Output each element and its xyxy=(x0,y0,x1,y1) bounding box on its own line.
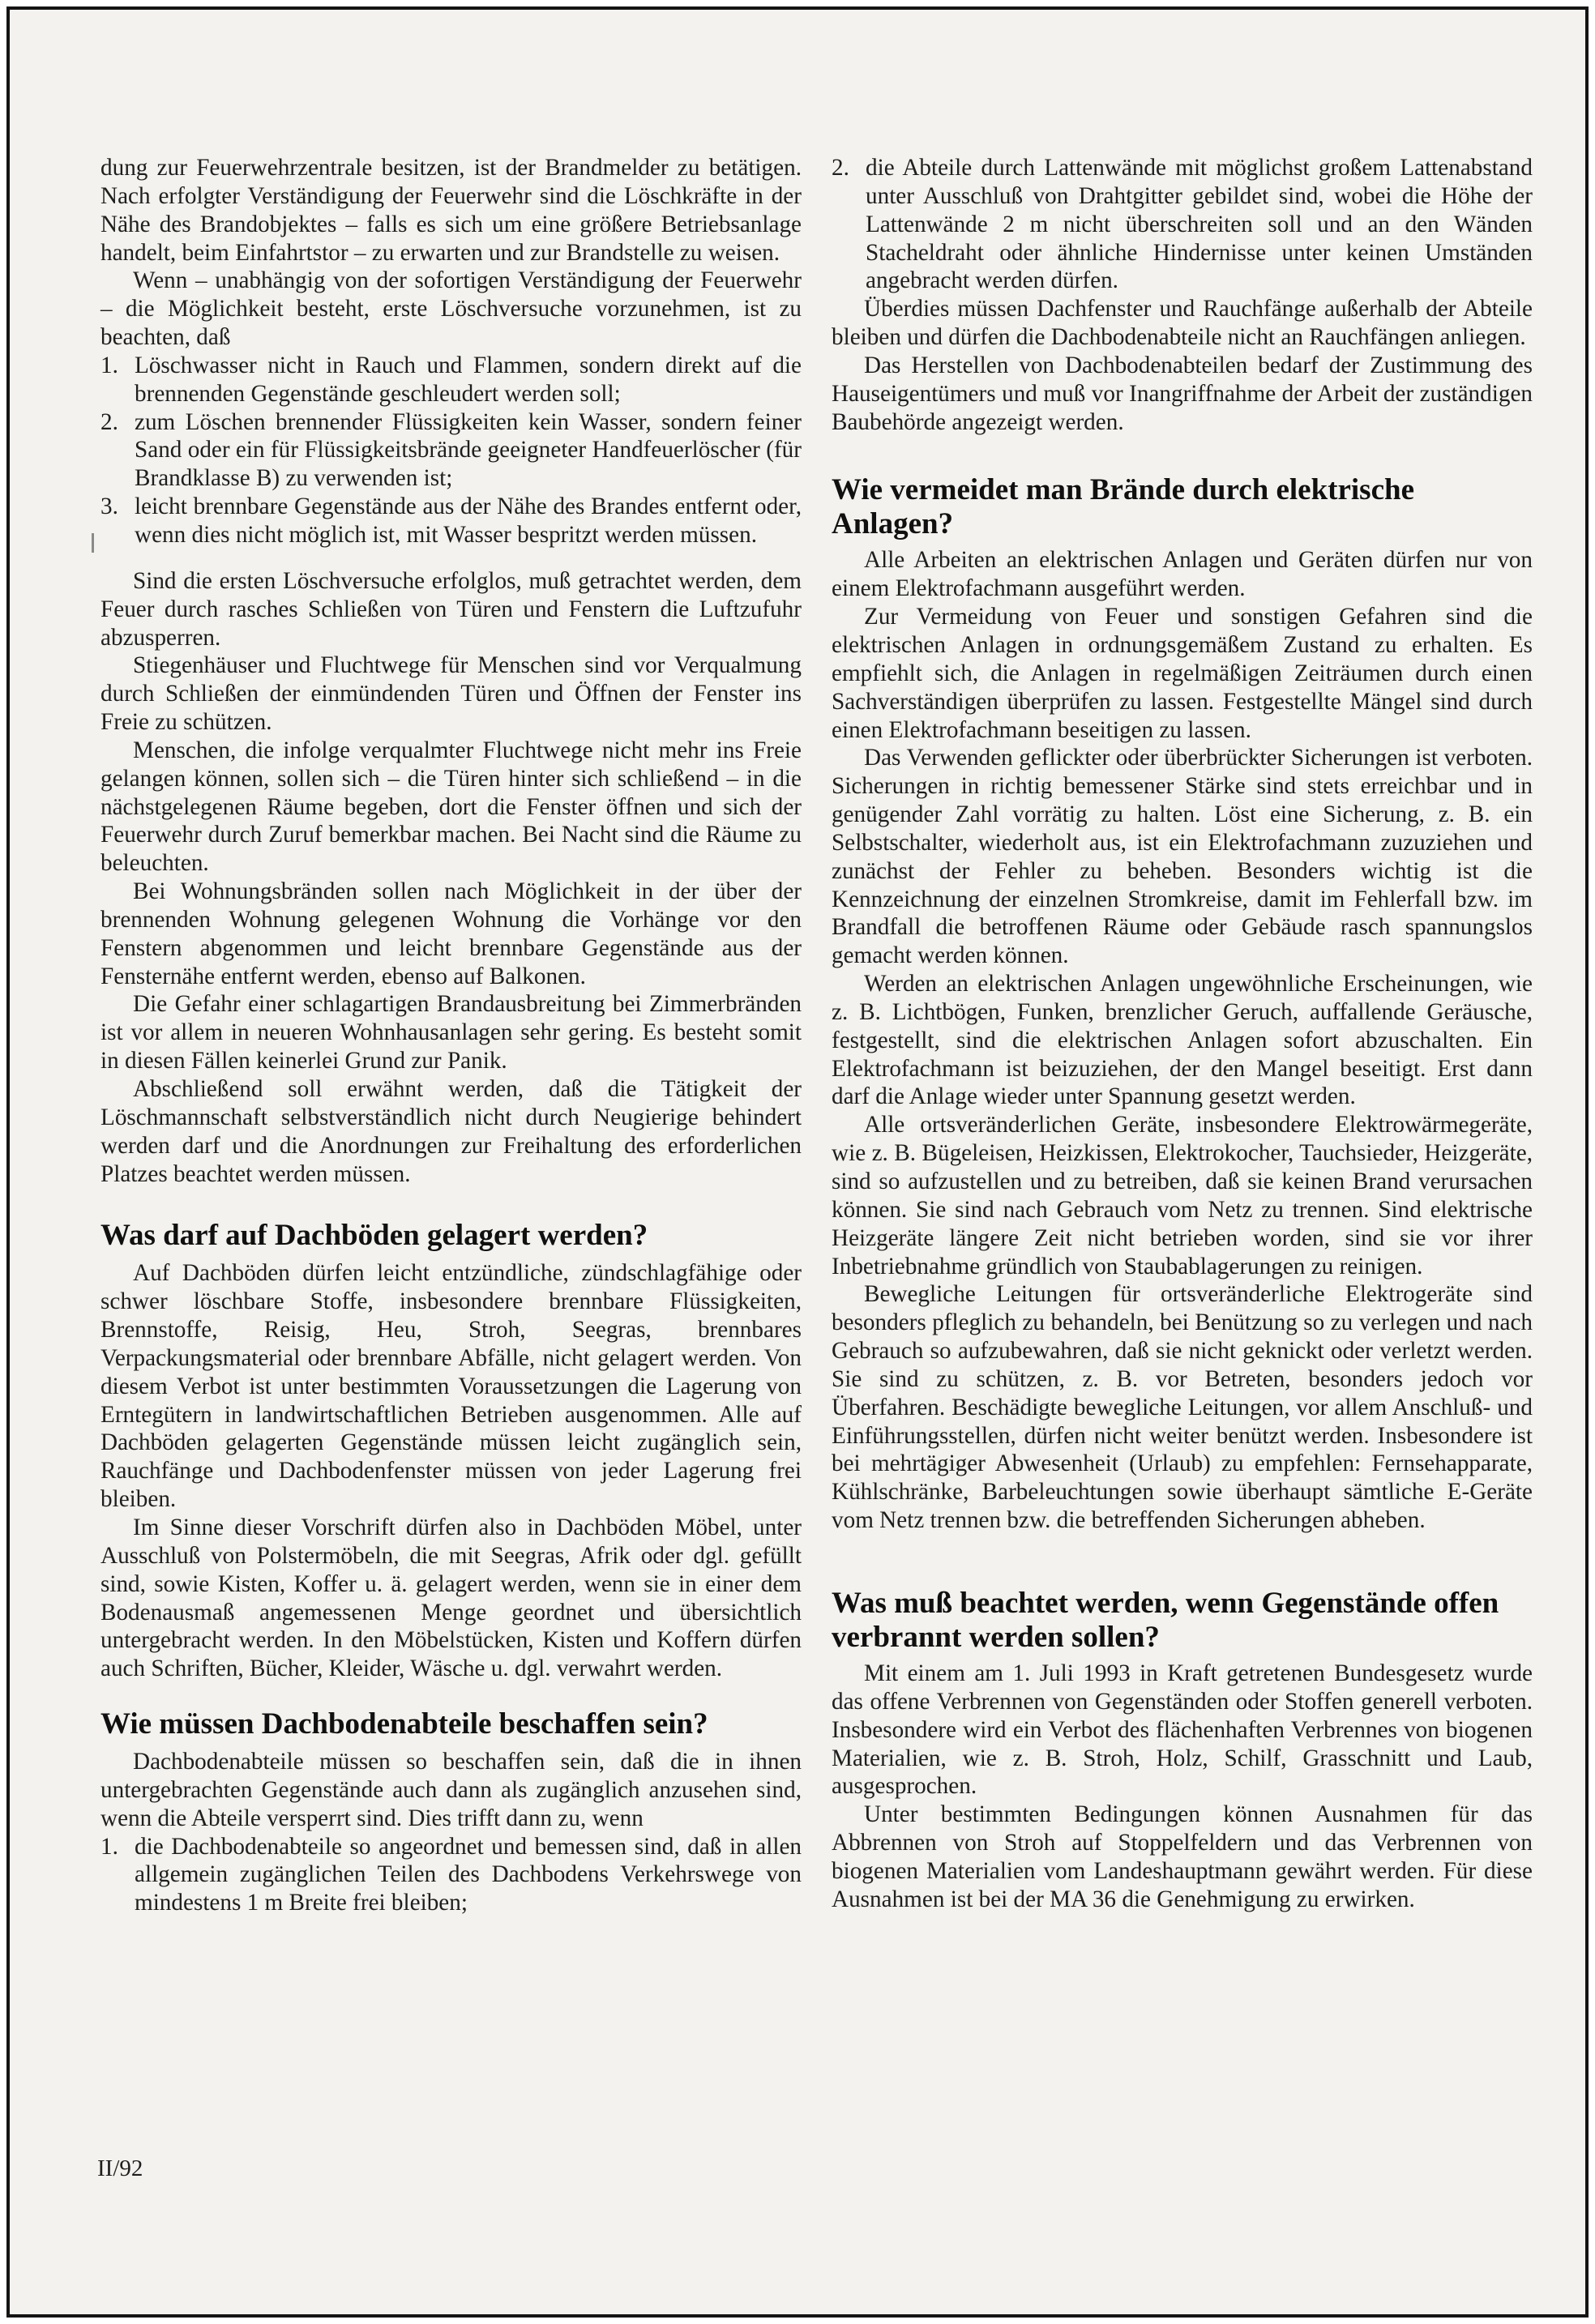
section-heading-abteile: Wie müssen Dachbodenabteile beschaffen sein? xyxy=(100,1707,708,1741)
margin-mark xyxy=(92,533,94,553)
paragraph: Die Gefahr einer schlagartigen Brandausbreitung bei Zimmerbränden ist vor allem in neueren Wohnhausanlagen sehr gering. Es besteht somit in diesen Fällen keinerlei Grund zur Panik. xyxy=(100,991,802,1074)
paragraph: Im Sinne dieser Vorschrift dürfen also in Dachböden Möbel, unter Ausschluß von Polstermöbeln, die mit Seegras, Afrik oder dgl. gefüllt sind, sowie Kisten, Koffer u. ä. gelagert werden, wenn sie in einer dem Bodenausmaß angemessenen Menge geordnet und übersichtlich untergebracht werden. In den Möbelstücken, Kisten und Koffern dürfen auch Schriften, Bücher, Kleider, Wäsche u. dgl. verwahrt werden. xyxy=(100,1514,802,1682)
list-item xyxy=(100,408,802,493)
paragraph: Mit einem am 1. Juli 1993 in Kraft getretenen Bundesgesetz wurde das offene Verbrennen von Gegenständen oder Stoffen generell verboten. Insbesondere wird ein Verbot des flächenhaften Verbrennes von biogenen Materialien, wie z. B. Stroh, Holz, Schilf, Grasschnitt und Laub, ausgesprochen. xyxy=(832,1660,1533,1800)
paragraph: Zur Vermeidung von Feuer und sonstigen Gefahren sind die elektrischen Anlagen in ordnungsgemäßem Zustand zu erhalten. Es empfiehlt sich, die Anlagen in regelmäßigen Zeiträumen durch einen Sachverständigen überprüfen zu lassen. Festgestellte Mängel sind durch einen Elektrofachmann beseitigen zu lassen. xyxy=(832,604,1533,743)
list-item xyxy=(100,1833,802,1918)
page-number: II/92 xyxy=(97,2155,143,2181)
list-number: 2. xyxy=(832,155,849,181)
list-number: 1. xyxy=(100,352,118,378)
left-column xyxy=(100,154,802,1917)
paragraph: Auf Dachböden dürfen leicht entzündliche, zündschlagfähige oder schwer löschbare Stoffe, insbesondere brennbare Flüssigkeiten, Brennstoffe, Reisig, Heu, Stroh, Seegras, brennbares Verpackungsmaterial oder brennbare Abfälle, nicht gelagert werden. Von diesem Verbot ist unter bestimmten Voraussetzungen die Lagerung von Erntegütern in landwirtschaftlichen Betrieben ausgenommen. Alle auf Dachböden gelagerten Gegenstände müssen leicht zugänglich sein, Rauchfänge und Dachbodenfenster müssen von jeder Lagerung frei bleiben. xyxy=(100,1260,802,1513)
paragraph: Stiegenhäuser und Fluchtwege für Menschen sind vor Verqualmung durch Schließen der einmündenden Türen und Öffnen der Fenster ins Freie zu schützen. xyxy=(100,652,802,736)
list-number: 1. xyxy=(100,1833,118,1860)
paragraph: Überdies müssen Dachfenster und Rauchfänge außerhalb der Abteile bleiben und dürfen die Dachbodenabteile nicht an Rauchfängen anliegen. xyxy=(832,296,1533,351)
list-item xyxy=(100,493,802,549)
list-item xyxy=(100,352,802,408)
section-heading-verbrennen: Was muß beachtet werden, wenn Gegenstände offen verbrannt werden sollen? xyxy=(832,1586,1499,1654)
scanned-page xyxy=(6,6,1589,2318)
list-number: 2. xyxy=(100,408,118,435)
section-heading-dachboden: Was darf auf Dachböden gelagert werden? xyxy=(100,1219,648,1253)
paragraph: Das Herstellen von Dachbodenabteilen bedarf der Zustimmung des Hauseigentümers und muß vor Inangriffnahme der Arbeit der zuständigen Baubehörde angezeigt werden. xyxy=(832,352,1533,435)
paragraph: Werden an elektrischen Anlagen ungewöhnliche Erscheinungen, wie z. B. Lichtbögen, Funken, brenzlicher Geruch, auffallende Geräusche, festgestellt, sind die elektrischen Anlagen sofort abzuschalten. Ein Elektrofachmann ist beizuziehen, der den Mangel beseitigt. Erst dann darf die Anlage wieder unter Spannung gesetzt werden. xyxy=(832,971,1533,1110)
paragraph: Bewegliche Leitungen für ortsveränderliche Elektrogeräte sind besonders pfleglich zu behandeln, bei Benützung so zu verlegen und nach Gebrauch so aufzubewahren, daß sie nicht geknickt oder verletzt werden. Sie sind zu schützen, z. B. vor Betreten, besonders jedoch vor Überfahren. Beschädigte bewegliche Leitungen, vor allem Anschluß- und Einführungsstellen, dürfen nicht weiter benützt werden. Insbesondere ist bei mehrtägiger Abwesenheit (Urlaub) zu empfehlen: Fernsehapparate, Kühlschränke, Barbeleuchtungen sowie überhaupt sämtliche E-Geräte vom Netz trennen bzw. die betreffenden Sicherungen abheben. xyxy=(832,1281,1533,1534)
list-item xyxy=(832,154,1533,295)
list-text: Löschwasser nicht in Rauch und Flammen, sondern direkt auf die brennenden Gegenstände geschleudert werden soll; xyxy=(135,352,802,407)
list-text: leicht brennbare Gegenstände aus der Nähe des Brandes entfernt oder, wenn dies nicht möglich ist, mit Wasser bespritzt werden müssen. xyxy=(135,493,802,548)
list-text: zum Löschen brennender Flüssigkeiten kein Wasser, sondern feiner Sand oder ein für Flüssigkeitsbrände geeigneter Handfeuerlöscher (für Brandklasse B) zu verwenden ist; xyxy=(135,408,802,492)
list-text: die Abteile durch Lattenwände mit möglichst großem Lattenabstand unter Ausschluß von Drahtgitter gebildet sind, wobei die Höhe der Lattenwände 2 m nicht überschreiten soll und an den Wänden Stacheldraht oder ähnliche Hindernisse unter keinen Umständen angebracht werden dürfen. xyxy=(866,155,1533,294)
paragraph: Dachbodenabteile müssen so beschaffen sein, daß die in ihnen untergebrachten Gegenstände auch dann als zugänglich anzusehen sind, wenn die Abteile versperrt sind. Dies trifft dann zu, wenn xyxy=(100,1749,802,1831)
paragraph: Abschließend soll erwähnt werden, daß die Tätigkeit der Löschmannschaft selbstverständlich nicht durch Neugierige behindert werden darf und die Anordnungen zur Freihaltung des erforderlichen Platzes beachtet werden müssen. xyxy=(100,1076,802,1187)
paragraph: Menschen, die infolge verqualmter Fluchtwege nicht mehr ins Freie gelangen können, sollen sich – die Türen hinter sich schließend – in die nächstgelegenen Räume begeben, dort die Fenster öffnen und sich der Feuerwehr durch Zuruf bemerkbar machen. Bei Nacht sind die Räume zu beleuchten. xyxy=(100,737,802,877)
right-column xyxy=(832,154,1533,1914)
list-number: 3. xyxy=(100,493,118,520)
list-text: die Dachbodenabteile so angeordnet und bemessen sind, daß in allen allgemein zugänglichen Teilen des Dachbodens Verkehrswege von mindestens 1 m Breite frei bleiben; xyxy=(135,1833,802,1916)
paragraph: Sind die ersten Löschversuche erfolglos, muß getrachtet werden, dem Feuer durch rasches Schließen von Türen und Fenstern die Luftzufuhr abzusperren. xyxy=(100,567,802,651)
section-heading-elektrisch: Wie vermeidet man Brände durch elektrische Anlagen? xyxy=(832,473,1415,541)
paragraph: Bei Wohnungsbränden sollen nach Möglichkeit in der über der brennenden Wohnung gelegenen Wohnung die Vorhänge vor den Fenstern abgenommen und leicht brennbare Gegenstände aus der Fensternähe entfernt werden, ebenso auf Balkonen. xyxy=(100,878,802,989)
paragraph: Alle ortsveränderlichen Geräte, insbesondere Elektrowärmegeräte, wie z. B. Bügeleisen, Heizkissen, Elektrokocher, Tauchsieder, Heizgeräte, sind so aufzustellen und zu betreiben, daß sie keinen Brand verursachen können. Sie sind nach Gebrauch vom Netz zu trennen. Sind elektrische Heizgeräte längere Zeit nicht betrieben worden, sind sie vor ihrer Inbetriebnahme gründlich von Staubablagerungen zu reinigen. xyxy=(832,1112,1533,1279)
paragraph: Das Verwenden geflickter oder überbrückter Sicherungen ist verboten. Sicherungen in richtig bemessener Stärke sind stets erreichbar und in genügender Zahl vorrätig zu halten. Löst eine Sicherung, z. B. ein Selbstschalter, wiederholt aus, ist ein Elektrofachmann zuzuziehen und zunächst der Fehler zu beheben. Besonders wichtig ist die Kennzeichnung der einzelnen Stromkreise, damit im Fehlerfall bzw. im Brandfall die betroffenen Räume oder Gebäude rasch spannungslos gemacht werden können. xyxy=(832,745,1533,969)
paragraph: dung zur Feuerwehrzentrale besitzen, ist der Brandmelder zu betätigen. Nach erfolgter Verständigung der Feuerwehr sind die Löschkräfte in der Nähe des Brandobjektes – falls es sich um eine größere Betriebsanlage handelt, beim Einfahrtstor – zu erwarten und zur Brandstelle zu weisen. xyxy=(100,155,802,266)
paragraph: Wenn – unabhängig von der sofortigen Verständigung der Feuerwehr – die Möglichkeit besteht, erste Löschversuche vorzunehmen, ist zu beachten, daß xyxy=(100,267,802,351)
paragraph: Alle Arbeiten an elektrischen Anlagen und Geräten dürfen nur von einem Elektrofachmann ausgeführt werden. xyxy=(832,547,1533,602)
paragraph: Unter bestimmten Bedingungen können Ausnahmen für das Abbrennen von Stroh auf Stoppelfeldern und das Verbrennen von biogenen Materialien vom Landeshauptmann gewährt werden. Für diese Ausnahmen ist bei der MA 36 die Genehmigung zu erwirken. xyxy=(832,1801,1533,1912)
